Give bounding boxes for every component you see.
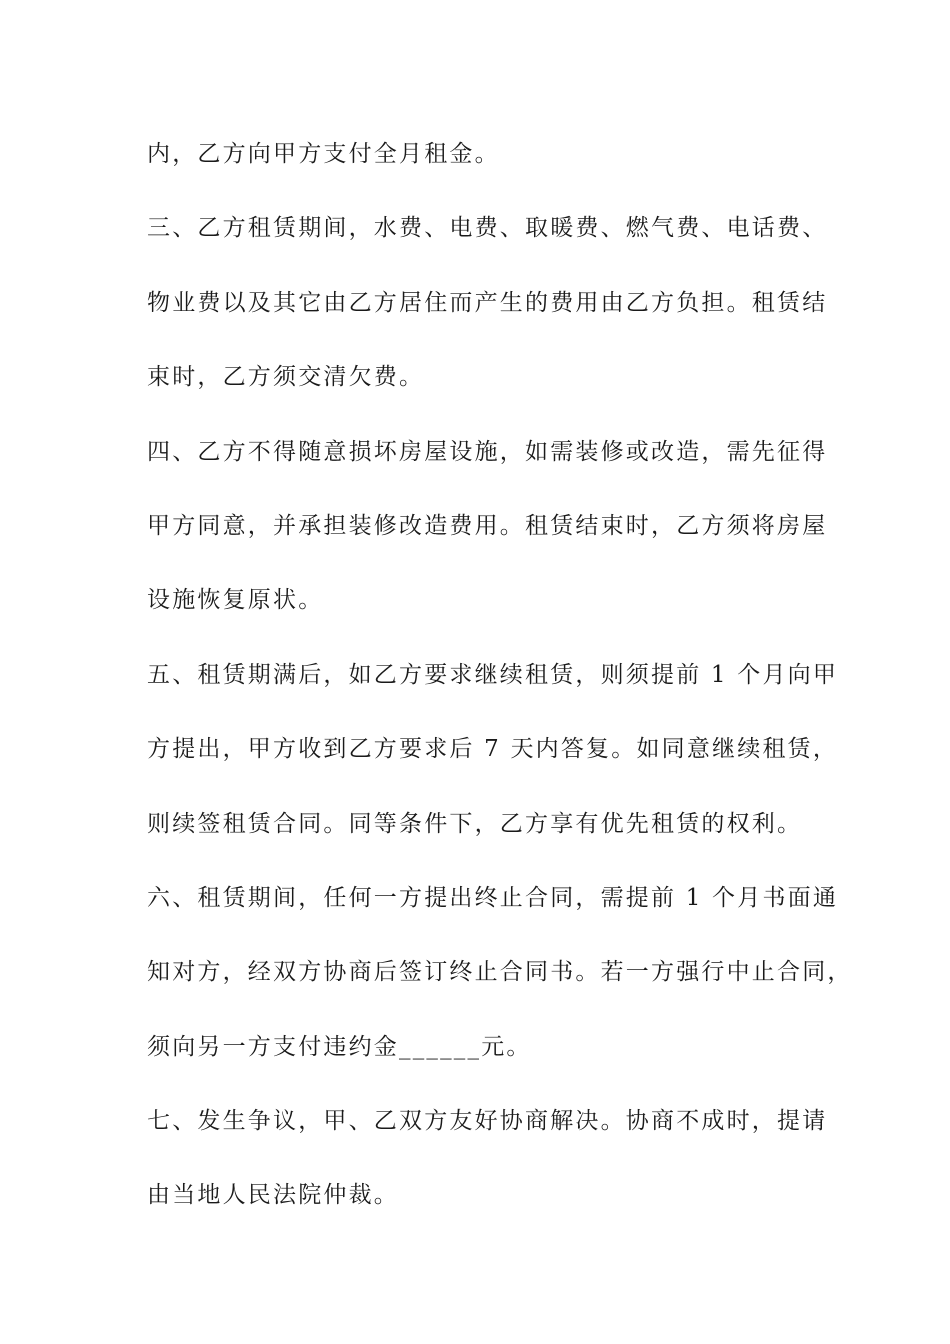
text-line: 方提出，甲方收到乙方要求后 7 天内答复。如同意继续租赁， <box>147 736 839 763</box>
text-line: 物业费以及其它由乙方居住而产生的费用由乙方负担。租赁结 <box>147 289 828 316</box>
text-line: 六、租赁期间，任何一方提出终止合同，需提前 1 个月书面通 <box>147 884 839 911</box>
text-line: 则续签租赁合同。同等条件下，乙方享有优先租赁的权利。 <box>147 810 803 837</box>
text-line: 须向另一方支付违约金______元。 <box>147 1033 532 1060</box>
text-line: 内，乙方向甲方支付全月租金。 <box>147 141 500 167</box>
text-line: 甲方同意，并承担装修改造费用。租赁结束时，乙方须将房屋 <box>147 512 828 539</box>
text-line: 知对方，经双方协商后签订终止合同书。若一方强行中止合同， <box>147 959 853 986</box>
text-line: 由当地人民法院仲裁。 <box>147 1182 399 1209</box>
text-line: 束时，乙方须交清欠费。 <box>147 364 425 391</box>
text-line: 四、乙方不得随意损坏房屋设施，如需装修或改造，需先征得 <box>147 438 828 465</box>
contract-body-text <box>147 132 853 1248</box>
text-line: 五、租赁期满后，如乙方要求继续租赁，则须提前 1 个月向甲 <box>147 661 839 688</box>
text-line: 设施恢复原状。 <box>147 587 324 614</box>
text-line: 三、乙方租赁期间，水费、电费、取暖费、燃气费、电话费、 <box>147 215 828 242</box>
text-line: 七、发生争议，甲、乙双方友好协商解决。协商不成时，提请 <box>147 1108 828 1135</box>
